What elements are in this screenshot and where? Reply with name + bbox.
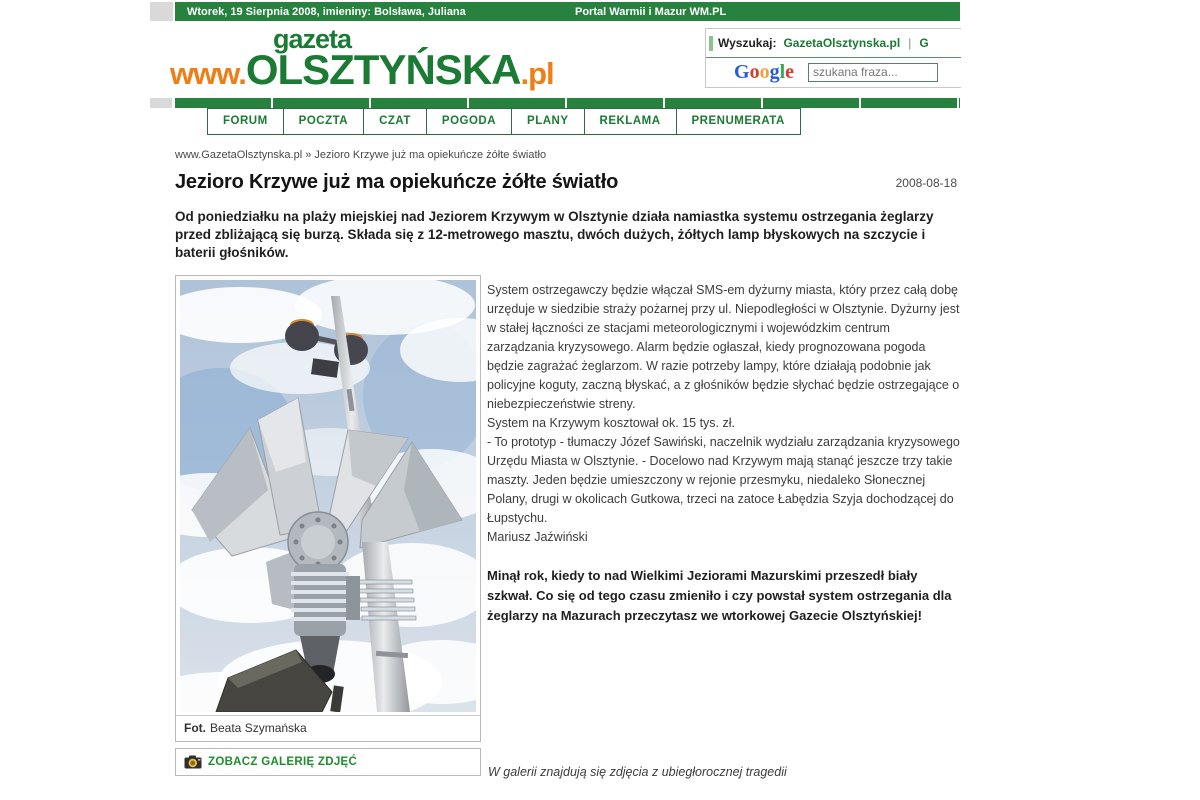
article-date: 2008-08-18 bbox=[895, 176, 957, 190]
photo-caption-label: Fot. bbox=[184, 721, 206, 735]
search-panel bbox=[705, 28, 961, 88]
photo-illustration-speaker-mast bbox=[180, 280, 476, 712]
main-menu bbox=[207, 108, 801, 135]
site-logo[interactable] bbox=[170, 24, 670, 94]
topbar bbox=[175, 2, 960, 21]
topbar-portal-link[interactable]: Portal Warmii i Mazur WM.PL bbox=[575, 5, 727, 18]
nav-separator-bar bbox=[175, 98, 960, 108]
article-photo[interactable] bbox=[176, 276, 480, 715]
article-body bbox=[487, 281, 960, 626]
menu-item-forum[interactable]: FORUM bbox=[207, 108, 284, 135]
google-letter: e bbox=[785, 60, 795, 83]
search-scope-web-link[interactable]: G bbox=[919, 36, 929, 50]
google-letter: G bbox=[734, 60, 750, 83]
article-header bbox=[175, 171, 957, 194]
photo-caption-author: Beata Szymańska bbox=[210, 721, 307, 735]
topbar-corner-block bbox=[150, 2, 173, 21]
article-lead: Od poniedziałku na plaży miejskiej nad Jeziorem Krzywym w Olsztynie działa namiastka systemu ostrzegania żeglarzy przed zbliżającą się burzą. Składa się z 12-metrowego masztu, dwóch dużych, żółtych lamp błyskowych na szczycie i baterii głośników. bbox=[175, 209, 934, 260]
breadcrumb bbox=[175, 149, 546, 161]
google-letter: o bbox=[759, 60, 770, 83]
article-author: Mariusz Jaźwiński bbox=[487, 530, 588, 544]
gallery-footnote: W galerii znajdują się zdjęcia z ubiegłorocznej tragedii bbox=[488, 765, 787, 779]
site-logo-gazeta: gazeta bbox=[273, 24, 352, 54]
menu-item-poczta[interactable]: POCZTA bbox=[284, 108, 364, 135]
search-scope-site-link[interactable]: GazetaOlsztynska.pl bbox=[783, 36, 901, 50]
google-letter: o bbox=[749, 60, 760, 83]
search-label: Wyszukaj: bbox=[718, 36, 777, 50]
site-logo-www: www. bbox=[170, 56, 246, 91]
gallery-link-box[interactable] bbox=[175, 748, 481, 776]
search-scope-row bbox=[706, 29, 961, 57]
article-paragraph: - To prototyp - tłumaczy Józef Sawiński, naczelnik wydziału zarządzania kryzysowego Urzędu Miasta w Olsztynie. - Docelowo nad Krzywym mają stanąć jeszcze trzy takie maszty. Jeden będzie umieszczony w rejonie przesmyku, niedaleko Słonecznej Polany, drugi w okolicach Gutkowa, trzeci na zatoce Łabędzia Szyja dochodzącej do Łupstychu. bbox=[487, 435, 960, 525]
search-input[interactable] bbox=[808, 63, 938, 82]
browser-page bbox=[150, 0, 960, 800]
search-scope-separator: | bbox=[908, 36, 912, 50]
menu-item-czat[interactable]: CZAT bbox=[364, 108, 427, 135]
google-letter: g bbox=[769, 60, 780, 83]
search-accent-bar bbox=[709, 36, 713, 51]
site-logo-tld: .pl bbox=[520, 56, 554, 91]
article-teaser-paragraph: Minął rok, kiedy to nad Wielkimi Jeziorami Mazurskimi przeszedł biały szkwał. Co się od tego czasu zmieniło i czy powstał system ostrzegania dla żeglarzy na Mazurach przeczytasz we wtorkowej Gazecie Olsztyńskiej! bbox=[487, 568, 952, 623]
menu-item-plany[interactable]: PLANY bbox=[512, 108, 584, 135]
camera-icon bbox=[184, 755, 202, 769]
breadcrumb-site-link[interactable]: www.GazetaOlsztynska.pl bbox=[175, 149, 303, 161]
menu-item-prenumerata[interactable]: PRENUMERATA bbox=[677, 108, 801, 135]
search-input-row bbox=[706, 58, 961, 86]
breadcrumb-current: » Jezioro Krzywe już ma opiekuńcze żółte światło bbox=[302, 149, 547, 161]
topbar-date-text: Wtorek, 19 Sierpnia 2008, imieniny: Bolsława, Juliana bbox=[187, 5, 466, 18]
google-letter: l bbox=[779, 60, 786, 83]
site-logo-name: OLSZTYŃSKA bbox=[245, 46, 521, 93]
gallery-link-label: ZOBACZ GALERIĘ ZDJĘĆ bbox=[208, 756, 358, 768]
article-paragraph: System ostrzegawczy będzie włączał SMS-em dyżurny miasta, który przez całą dobę urzęduje w siedzibie straży pożarnej przy ul. Niepodległości w Olsztynie. Dyżurny jest w stałej łączności ze stacjami meteorologicznymi i wojewódzkim centrum zarządzania kryzysowego. Alarm będzie ogłaszał, kiedy prognozowana pogoda będzie zagrażać żeglarzom. W razie potrzeby lampy, które działają podobnie jak policyjne koguty, zaczną błyskać, a z głośników będzie słychać będzie ostrzegające o niebezpieczeństwie streny. bbox=[487, 283, 960, 411]
article-paragraph: System na Krzywym kosztował ok. 15 tys. zł. bbox=[487, 416, 735, 430]
site-logo-main bbox=[170, 46, 554, 94]
menu-item-pogoda[interactable]: POGODA bbox=[427, 108, 512, 135]
photo-caption bbox=[176, 715, 480, 741]
article-photo-card bbox=[175, 275, 481, 742]
google-logo bbox=[734, 61, 794, 84]
page-title: Jezioro Krzywe już ma opiekuńcze żółte światło bbox=[175, 171, 619, 193]
navbar-corner-block bbox=[150, 98, 172, 108]
menu-item-reklama[interactable]: REKLAMA bbox=[585, 108, 677, 135]
